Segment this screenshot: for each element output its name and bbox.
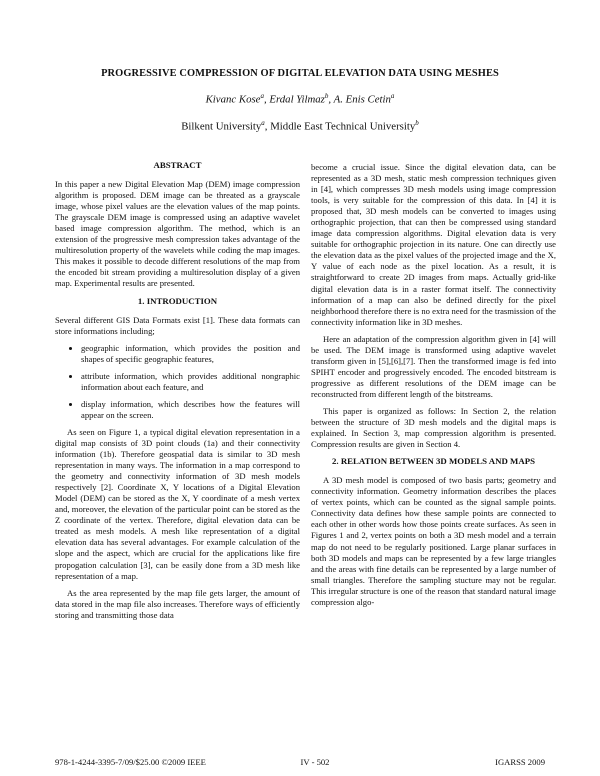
abstract-text: In this paper a new Digital Elevation Map (DEM) image compression algorithm is proposed. DEM image can be threated as a grayscale image, whose pixel values are the elevation values of the map points. The grayscale DEM image is compressed using an adaptive wavelet based image compression algorithm. The method, which is an extension of the progressive mesh compression takes advantage of the multiresolution property of the wavelets while coding the map images. This makes it possible to decode different resolutions of the map from the encoded bit stream providing a multiresolution display of a given map. Experimental results are presented. [55,179,300,289]
affiliation: Bilkent University [181,120,262,133]
intro-paragraph: Here an adaptation of the compression algorithm given in [4] will be used. The DEM image is transformed using adaptive wavelet transform given in [5],[6],[7]. Then the transformed image is fed into SPIHT encoder and progressively encoded. The encoded bitstream is progressive as different resolutions of the DEM image can be reconstructed from different length of the bitstreams. [311,333,556,399]
section2-heading: 2. RELATION BETWEEN 3D MODELS AND MAPS [332,456,535,467]
right-column [311,162,556,614]
intro-heading: 1. INTRODUCTION [137,295,218,306]
footer-isbn: 978-1-4244-3395-7/09/$25.00 ©2009 IEEE [55,757,206,767]
section2-paragraph: A 3D mesh model is composed of two basis parts; geometry and connectivity information. Geometry information describes the places of vertex points, which can be counted as the signal sample points. Connectivity data defines how these sample points are connected to each other in other words how those points create surfaces. As seen in Figures 1 and 2, vertex points on both a 3D mesh model and a terrain map do not need to be regularly positioned. Large planar surfaces in both 3D models and maps can be represented by a few large triangles and the areas with fine details can be represented by a large number of small triangles. Therefore the sampling stucture may not be regular. This irregular structure is one of the reason that standard natural image compression algo- [311,475,556,607]
list-item: • attribute information, which provides additional nongraphic information about each feature, and [81,371,300,393]
intro-paragraph: This paper is organized as follows: In Section 2, the relation between the structure of 3D mesh models and the digital maps is explained. In Section 3, map compression algorithm is presented. Compression results are given in Section 4. [311,405,556,450]
author-name: Erdal Yilmaz [269,93,325,106]
author-list: Kivanc Kose$^a$, Erdal Yilmaz$^b$, A. Enis Cetin$^a$ [205,92,395,106]
author-name: A. Enis Cetin [333,93,391,106]
affiliation: Middle East Technical University [270,120,416,133]
affil-sup: a [261,119,265,127]
intro-paragraph: Several different GIS Data Formats exist [1]. These data formats can store informations including; [55,314,300,336]
abstract-heading: ABSTRACT [153,160,202,170]
author-sup: b [324,92,329,100]
affil-sup: b [415,119,419,127]
paper-title: PROGRESSIVE COMPRESSION OF DIGITAL ELEVATION DATA USING MESHES [101,68,499,79]
list-item: • geographic information, which provides the position and shapes of specific geographic features, [81,343,300,365]
intro-paragraph: As seen on Figure 1, a typical digital elevation representation in a digital map consists of 3D point clouds (1a) and their connectivity information (1b). Therefore geospatial data is similar to 3D mesh representation in many ways. The information in a map correspond to the geometry and connectivity information of 3D mesh models respectively [2]. Coordinate X, Y locations of a Digital Elevation Model (DEM) can be stored as the X, Y coordinate of a mesh vertex and, moreover, the elevation of the particular point can be stored as the Z coordinate of the vertex. Therefore, digital elevation data can be treated as mesh models. A mesh like representation of a digital elevation data has several advantages. For example calculation of the slope and the aspect, which are crucial for the applications like fire propogation calculation [3], can be easily done from a 3D mesh like representation of a map. [55,426,300,581]
footer-conference: IGARSS 2009 [495,757,545,767]
author-sup: a [260,92,264,100]
intro-paragraph: become a crucial issue. Since the digital elevation data, can be represented as a 3D mesh, static mesh compression techniques given in [4], which compresses 3D mesh models using image compression tools, is very suitable for the compression of this data. In [4] it is proposed that, 3D mesh models can be converted to images using orthographic projection, that can then be compressed using standard image data compression algorithms. Digital elevation data is very suitable for orthographic projection in its nature. One can directly use the elevation data as the pixel values of the projected image and the X, Y value of each node as the pixel location. As a result, it is straightforward to create 2D images from maps. Actually grid-like digital elevation data is in a raster format itself. The connectivity information of a map can also be defined directly for the pixel neighborhood therefore there is no extra need for the trasmission of the connectivity information like in 3D meshes. [311,162,556,327]
author-sup: a [390,92,395,100]
list-item: • display information, which describes how the features will appear on the screen. [81,399,300,421]
left-column [55,160,300,627]
intro-bullet-list [55,343,300,421]
affiliations: Bilkent University$^a$, Middle East Technical University$^b$ [181,119,419,133]
footer-page-number: IV - 502 [300,757,330,767]
author-name: Kivanc Kose [205,93,261,106]
intro-paragraph: As the area represented by the map file gets larger, the amount of data stored in the map file also increases. Therefore ways of efficiently storing and transmitting those data [55,587,300,620]
